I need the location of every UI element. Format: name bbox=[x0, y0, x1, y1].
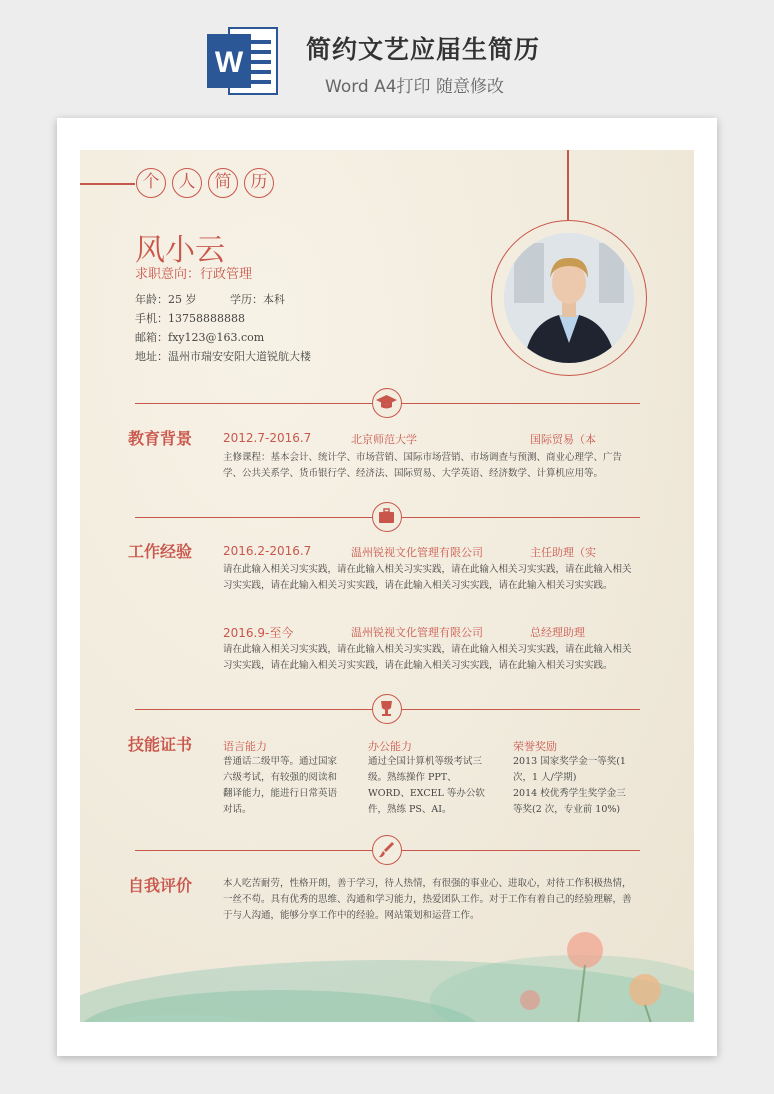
skill-office-text: 通过全国计算机等级考试三级。熟练操作 PPT、WORD、EXCEL 等办公软件，熟练 PS、AI。 bbox=[368, 756, 485, 815]
profile-photo bbox=[504, 233, 634, 363]
svg-text:W: W bbox=[214, 46, 244, 79]
skill-language-title: 语言能力 bbox=[223, 740, 267, 753]
photo-hanger-line bbox=[567, 150, 569, 220]
education-desc: 主修课程：基本会计、统计学、市场营销、国际市场营销、市场调查与预测、商业心理学、广告学、公共关系学、货币银行学、经济法、国际贸易、大学英语、经济数学、计算机应用等。 bbox=[223, 452, 623, 479]
word-logo-icon bbox=[207, 24, 279, 98]
skill-honor-text: 2013 国家奖学金一等奖(1次，1 人/学期) 2014 校优秀学生奖学金三等奖(2 次，专业前 10%) bbox=[513, 756, 626, 815]
brush-icon bbox=[372, 835, 402, 865]
work-1-date: 2016.2-2016.7 bbox=[223, 544, 312, 558]
self-title: 自我评价 bbox=[128, 876, 193, 895]
education-title: 教育背景 bbox=[128, 429, 193, 448]
work-2-date: 2016.9-至今 bbox=[223, 626, 294, 640]
candidate-name: 风小云 bbox=[135, 233, 225, 268]
work-2-role: 总经理助理 bbox=[530, 626, 585, 639]
job-intent: 求职意向：行政管理 bbox=[135, 267, 253, 282]
badge-char-4: 历 bbox=[244, 168, 274, 198]
badge-char-1: 个 bbox=[136, 168, 166, 198]
skills-title: 技能证书 bbox=[128, 735, 193, 754]
skill-honor-title: 荣誉奖励 bbox=[513, 740, 557, 753]
work-2-company: 温州锐视文化管理有限公司 bbox=[351, 626, 483, 639]
watercolor-decoration bbox=[80, 910, 694, 1022]
info-education: 学历：本科 bbox=[230, 293, 285, 306]
info-phone: 手机：13758888888 bbox=[135, 312, 245, 325]
work-1-role: 主任助理（实 bbox=[530, 546, 596, 559]
info-address: 地址：温州市瑞安安阳大道锐航大楼 bbox=[135, 350, 311, 363]
work-1-desc: 请在此输入相关习实实践，请在此输入相关习实实践，请在此输入相关习实实践，请在此输入相关习实实践，请在此输入相关习实实践，请在此输入相关习实实践，请在此输入相关习实实践。 bbox=[223, 564, 632, 591]
info-email: 邮箱：fxy123@163.com bbox=[135, 331, 265, 344]
badge-char-3: 简 bbox=[208, 168, 238, 198]
trophy-icon bbox=[372, 694, 402, 724]
skill-language-text: 普通话二级甲等。通过国家六级考试，有较强的阅读和翻译能力，能进行日常英语对话。 bbox=[223, 756, 338, 815]
skill-office-title: 办公能力 bbox=[368, 740, 412, 753]
graduation-cap-icon bbox=[372, 388, 402, 418]
work-2-desc: 请在此输入相关习实实践，请在此输入相关习实实践，请在此输入相关习实实践，请在此输入相关习实实践，请在此输入相关习实实践，请在此输入相关习实实践，请在此输入相关习实实践。 bbox=[223, 644, 632, 671]
banner-title: 简约文艺应届生简历 bbox=[306, 35, 541, 64]
banner-subtitle: Word A4打印 随意修改 bbox=[325, 77, 504, 97]
info-age: 年龄：25 岁 bbox=[135, 293, 197, 306]
briefcase-icon bbox=[372, 502, 402, 532]
education-major: 国际贸易（本 bbox=[530, 433, 596, 446]
self-desc: 本人吃苦耐劳，性格开朗，善于学习，待人热情，有很强的事业心、进取心，对待工作积极热情，一丝不苟。具有优秀的思维、沟通和学习能力，热爱团队工作。对于工作有着自己的经验理解，善于与人沟通，能够分享工作中的经验。网站策划和运营工作。 bbox=[223, 878, 632, 921]
education-school: 北京师范大学 bbox=[351, 433, 417, 446]
education-date: 2012.7-2016.7 bbox=[223, 431, 312, 445]
work-1-company: 温州锐视文化管理有限公司 bbox=[351, 546, 483, 559]
header-line-left bbox=[80, 183, 135, 185]
resume-sheet bbox=[80, 150, 694, 1022]
badge-char-2: 人 bbox=[172, 168, 202, 198]
work-title: 工作经验 bbox=[128, 542, 193, 561]
